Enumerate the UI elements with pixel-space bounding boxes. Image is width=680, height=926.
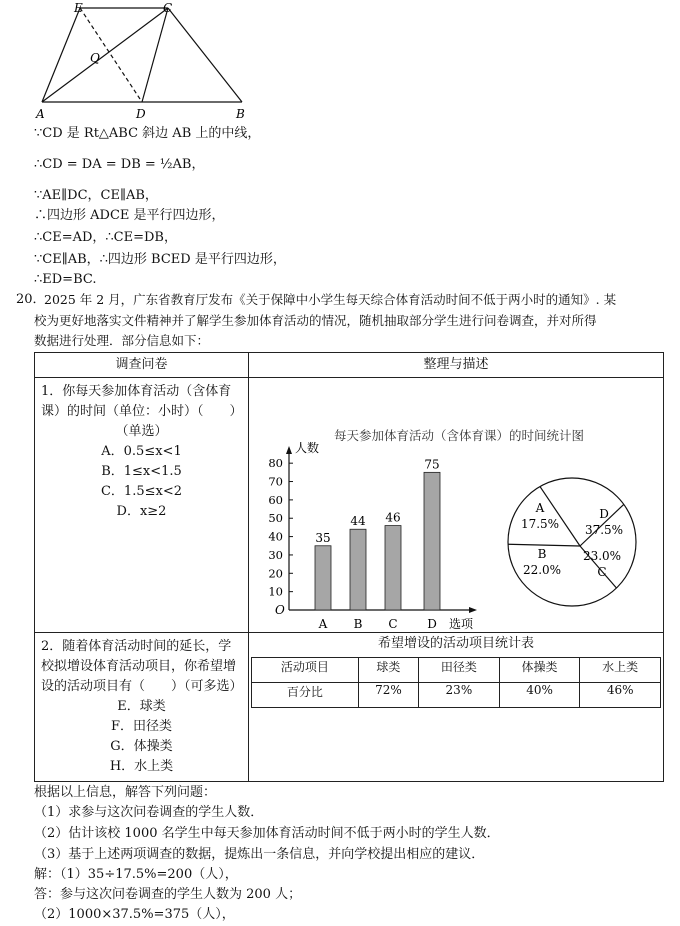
survey-table xyxy=(34,352,664,782)
wish-header-cell: 水上类 xyxy=(580,658,661,683)
wish-value-cell: 百分比 xyxy=(252,683,359,708)
x-tick-label: B xyxy=(353,617,363,630)
proof-line: ∵CE∥AB，∴四边形 BCED 是平行四边形， xyxy=(34,252,286,267)
wish-header-cell: 体操类 xyxy=(499,658,580,683)
pie-slice-value: 22.0% xyxy=(522,563,562,577)
q1-cell xyxy=(35,378,249,633)
y-axis-arrow xyxy=(286,446,292,454)
col-header-survey: 调查问卷 xyxy=(35,353,249,378)
q1-option: B．1≤x<1.5 xyxy=(101,464,182,479)
wish-cell xyxy=(249,633,664,782)
q1-option: D．x≥2 xyxy=(116,504,167,519)
after-line: 解：（1）35÷17.5%=200（人）， xyxy=(34,867,238,882)
problem-number: 20． xyxy=(16,292,46,307)
after-line: （2）1000×37.5%=375（人）， xyxy=(34,907,235,922)
after-line: （2）估计该校 1000 名学生中每天参加体育活动时间不低于两小时的学生人数． xyxy=(34,826,500,841)
charts-cell xyxy=(249,378,664,633)
label-Q: Q xyxy=(90,51,100,65)
y-tick-label: 50 xyxy=(268,511,283,526)
y-tick-label: 20 xyxy=(268,566,283,581)
problem-text-line: 校为更好地落实文件精神并了解学生参加体育活动的情况，随机抽取部分学生进行问卷调查，并对所得 xyxy=(34,313,597,328)
geometry-figure xyxy=(30,0,260,122)
x-axis-label: 选项 xyxy=(449,617,474,630)
x-tick-label: A xyxy=(318,617,328,630)
bar-A xyxy=(315,546,331,610)
origin-label: O xyxy=(275,603,285,617)
proof-line: ∴CE=AD，∴CE=DB， xyxy=(34,230,177,245)
y-tick-label: 10 xyxy=(268,584,283,599)
bar-B xyxy=(350,529,366,610)
wish-table-title: 希望增设的活动项目统计表 xyxy=(377,636,534,651)
label-E: E xyxy=(74,1,83,15)
q2-cell xyxy=(35,633,249,782)
wish-value-cell: 40% xyxy=(499,683,580,708)
problem-text-line: 2025 年 2 月，广东省教育厅发布《关于保障中小学生每天综合体育活动时间不低于两小时的通知》. 某 xyxy=(44,292,617,307)
segment-CB xyxy=(168,8,242,102)
col-header-description: 整理与描述 xyxy=(249,353,664,378)
proof-line: ∴四边形 ADCE 是平行四边形， xyxy=(34,208,225,223)
after-line: 根据以上信息，解答下列问题： xyxy=(34,785,217,800)
pie-outline xyxy=(508,478,636,606)
pie-slice-C-label: C xyxy=(597,565,607,579)
bar-value-label: 44 xyxy=(350,514,366,529)
q1-type: （单选） xyxy=(115,424,168,439)
problem-text-line: 数据进行处理．部分信息如下： xyxy=(34,333,210,348)
q2-option: F．田径类 xyxy=(110,719,173,734)
pie-slice-value: 23.0% xyxy=(582,549,622,563)
label-A: A xyxy=(36,107,45,121)
segment-CD xyxy=(142,8,168,102)
chart-title: 每天参加体育活动（含体育课）的时间统计图 xyxy=(333,428,585,443)
x-tick-label: D xyxy=(427,617,437,630)
x-tick-label: C xyxy=(388,617,398,630)
bar-value-label: 46 xyxy=(385,510,401,525)
q1-option: C．1.5≤x<2 xyxy=(100,484,182,499)
wish-value-cell: 23% xyxy=(419,683,500,708)
pie-slice-A-label: A xyxy=(535,501,545,515)
wish-header-cell: 球类 xyxy=(358,658,418,683)
pie-slice-value: 17.5% xyxy=(520,517,560,531)
bar-D xyxy=(424,472,440,610)
wish-header-cell: 活动项目 xyxy=(252,658,359,683)
y-tick-label: 40 xyxy=(268,529,283,544)
q2-option: G．体操类 xyxy=(110,739,173,754)
proof-line: ∴CD = DA = DB = ½AB， xyxy=(34,157,205,172)
charts-svg xyxy=(249,378,663,630)
q1-option: A．0.5≤x<1 xyxy=(101,444,182,459)
y-tick-label: 30 xyxy=(268,547,283,562)
y-tick-label: 80 xyxy=(268,456,283,471)
label-D: D xyxy=(136,107,146,121)
bar-value-label: 75 xyxy=(424,457,440,472)
q2-option: E．球类 xyxy=(117,699,166,714)
proof-line: ∵AE∥DC，CE∥AB， xyxy=(34,188,158,203)
wish-header-cell: 田径类 xyxy=(419,658,500,683)
after-line: 答：参与这次问卷调查的学生人数为 200 人； xyxy=(34,887,302,902)
y-axis-label: 人数 xyxy=(295,441,320,455)
q2-text: 2．随着体育活动时间的延长，学校拟增设体育活动项目，你希望增设的活动项目有（ ）（可多选） xyxy=(41,639,243,694)
label-B: B xyxy=(236,107,245,121)
bar-C xyxy=(385,526,401,610)
q1-text: 1．你每天参加体育活动（含体育课）的时间（单位：小时）（ ） xyxy=(41,384,243,419)
label-C: C xyxy=(163,1,173,15)
proof-line: ∴ED=BC. xyxy=(34,272,97,287)
bar-value-label: 35 xyxy=(315,530,331,545)
q2-option: H．水上类 xyxy=(109,759,174,774)
y-tick-label: 70 xyxy=(268,474,283,489)
wish-value-cell: 46% xyxy=(580,683,661,708)
pie-slice-D-label: D xyxy=(599,507,609,521)
y-tick-label: 60 xyxy=(268,492,283,507)
after-line: （3）基于上述两项调查的数据，提炼出一条信息，并向学校提出相应的建议． xyxy=(34,847,485,862)
pie-slice-value: 37.5% xyxy=(584,523,624,537)
wish-table xyxy=(251,657,661,708)
proof-line: ∵CD 是 Rt△ABC 斜边 AB 上的中线， xyxy=(34,126,261,141)
pie-slice-B-label: B xyxy=(537,547,547,561)
x-axis-arrow xyxy=(469,607,477,613)
wish-value-cell: 72% xyxy=(358,683,418,708)
after-line: （1）求参与这次问卷调查的学生人数． xyxy=(34,805,264,820)
